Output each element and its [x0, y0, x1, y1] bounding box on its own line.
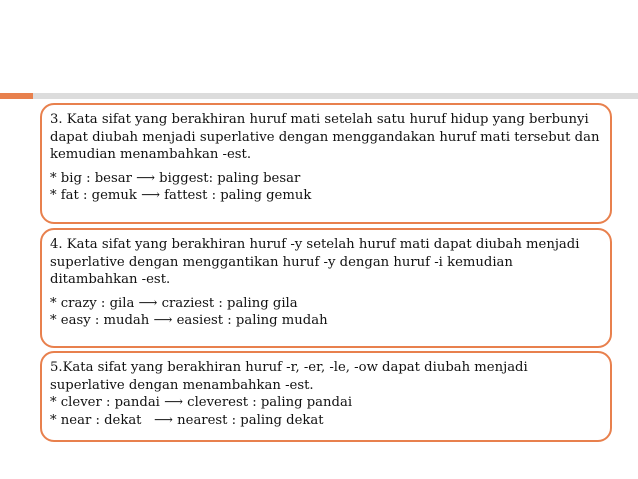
header-rule: [0, 93, 638, 99]
example-line: * clever : pandai ⟶ cleverest : paling pandai: [50, 395, 353, 410]
rule-box-4: [40, 228, 612, 348]
header-accent-block: [0, 93, 33, 99]
example-line: * near : dekat ⟶ nearest : paling dekat: [50, 412, 324, 428]
example-line: * easy : mudah ⟶ easiest : paling mudah: [50, 313, 328, 328]
rule-text: 4. Kata sifat yang berakhiran huruf -y setelah huruf mati dapat diubah menjadi superlative dengan menggantikan huruf -y dengan huruf -i kemudian ditambahkan -est.: [50, 237, 580, 287]
rule-text: 5.Kata sifat yang berakhiran huruf -r, -er, -le, -ow dapat diubah menjadi superlative dengan menambahkan -est.: [50, 360, 528, 393]
rule-box-5: [40, 351, 612, 442]
rule-box-3: [40, 103, 612, 224]
example-line: * fat : gemuk ⟶ fattest : paling gemuk: [50, 188, 312, 203]
rule-text: 3. Kata sifat yang berakhiran huruf mati setelah satu huruf hidup yang berbunyi dapat diubah menjadi superlative dengan menggandakan huruf mati tersebut dan kemudian menambahkan -est.: [50, 112, 600, 162]
example-line: * crazy : gila ⟶ craziest : paling gila: [50, 295, 298, 311]
example-line: * big : besar ⟶ biggest: paling besar: [50, 170, 301, 186]
